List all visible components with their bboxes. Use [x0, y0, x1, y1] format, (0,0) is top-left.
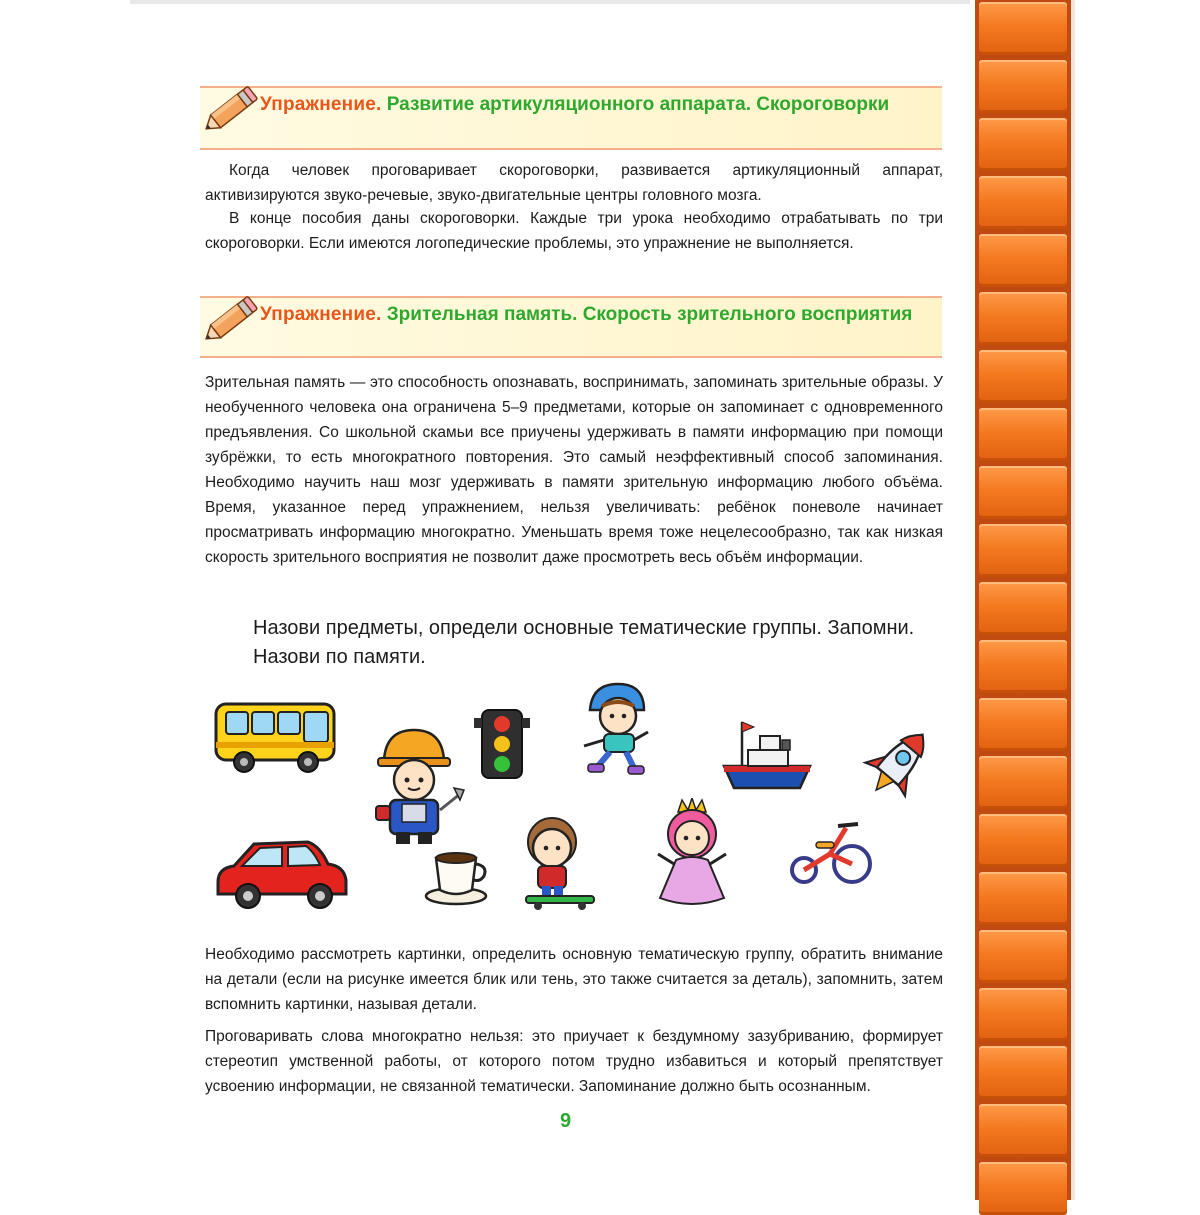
coffee-cup-picture	[424, 846, 492, 906]
builder-picture	[362, 724, 466, 848]
brick	[979, 466, 1067, 519]
bottom-paragraph-1: Необходимо рассмотреть картинки, определить основную тематическую группу, обратить внимание на детали (если на рисунке имеется блик или тень, это также считается за деталь), запомнить, затем вспомнить картинки, называя детали.	[205, 946, 943, 1013]
brick	[979, 350, 1067, 403]
brick	[979, 524, 1067, 577]
rocket-picture	[858, 722, 938, 806]
page-number: 9	[560, 1110, 572, 1132]
ship-picture	[720, 714, 814, 794]
brick	[979, 234, 1067, 287]
brick	[979, 814, 1067, 867]
brick	[979, 988, 1067, 1041]
pencil-icon	[198, 82, 260, 140]
brick	[979, 118, 1067, 171]
brick	[979, 1162, 1067, 1215]
brick-edge	[1071, 0, 1075, 1200]
brick	[979, 930, 1067, 983]
exercise-name: Развитие артикуляционного аппарата. Скороговорки	[386, 94, 890, 115]
bus-picture	[212, 698, 338, 776]
exercise-keyword: Упражнение.	[260, 304, 382, 325]
brick	[979, 176, 1067, 229]
exercise-2-header	[200, 296, 942, 358]
exercise-1-paragraph-2: В конце пособия даны скороговорки. Каждые три урока необходимо отрабатывать по три скороговорки. Если имеются логопедические проблемы, это упражнение не выполняется.	[205, 210, 943, 252]
brick	[979, 1104, 1067, 1157]
exercise-2-title	[260, 302, 920, 327]
brick	[979, 872, 1067, 925]
brick-border	[975, 0, 1071, 1200]
bottom-paragraph-2: Проговаривать слова многократно нельзя: это приучает к бездумному зазубриванию, формирует стереотип умственной работы, от которого потом трудно избавиться и который препятствует усвоению информации, не связанной тематически. Запоминание должно быть осознанным.	[205, 1028, 943, 1095]
exercise-1-title	[260, 92, 920, 117]
task-instruction: Назови предметы, определи основные тематические группы. Запомни. Назови по памяти.	[253, 617, 915, 668]
skater-girl-picture	[578, 680, 654, 778]
brick	[979, 756, 1067, 809]
brick	[979, 2, 1067, 55]
exercise-name: Зрительная память. Скорость зрительного восприятия	[386, 304, 913, 325]
brick	[979, 292, 1067, 345]
car-picture	[212, 834, 352, 914]
tricycle-picture	[786, 818, 876, 886]
brick	[979, 60, 1067, 113]
skateboard-boy-picture	[512, 808, 598, 912]
top-rule	[130, 0, 970, 4]
brick	[979, 582, 1067, 635]
pencil-icon	[198, 292, 260, 350]
brick	[979, 640, 1067, 693]
brick	[979, 698, 1067, 751]
exercise-1-header	[200, 86, 942, 150]
exercise-2-paragraph: Зрительная память — это способность опознавать, воспринимать, запоминать зрительные образы. У необученного человека она ограничена 5–9 предметами, которые он запоминает с одновременного предъявления. Со школьной скамьи все приучены удерживать в памяти информацию при помощи зубрёжки, то есть многократного повторения. Это самый неэффективный способ запоминания. Необходимо научить наш мозг удерживать в памяти зрительную информацию любого объёма. Время, указанное перед упражнением, нельзя увеличивать: ребёнок поневоле начинает просматривать информацию многократно. Уменьшать время тоже нецелесообразно, так как низкая скорость зрительного восприятия не позволит даже просмотреть весь объём информации.	[205, 374, 943, 566]
exercise-1-paragraph-1: Когда человек проговаривает скороговорки, развивается артикуляционный аппарат, активизируются звуко-речевые, звуко-двигательные центры головного мозга.	[205, 162, 943, 204]
exercise-keyword: Упражнение.	[260, 94, 382, 115]
brick	[979, 1046, 1067, 1099]
princess-picture	[652, 798, 732, 908]
traffic-light-picture	[474, 708, 530, 780]
brick	[979, 408, 1067, 461]
